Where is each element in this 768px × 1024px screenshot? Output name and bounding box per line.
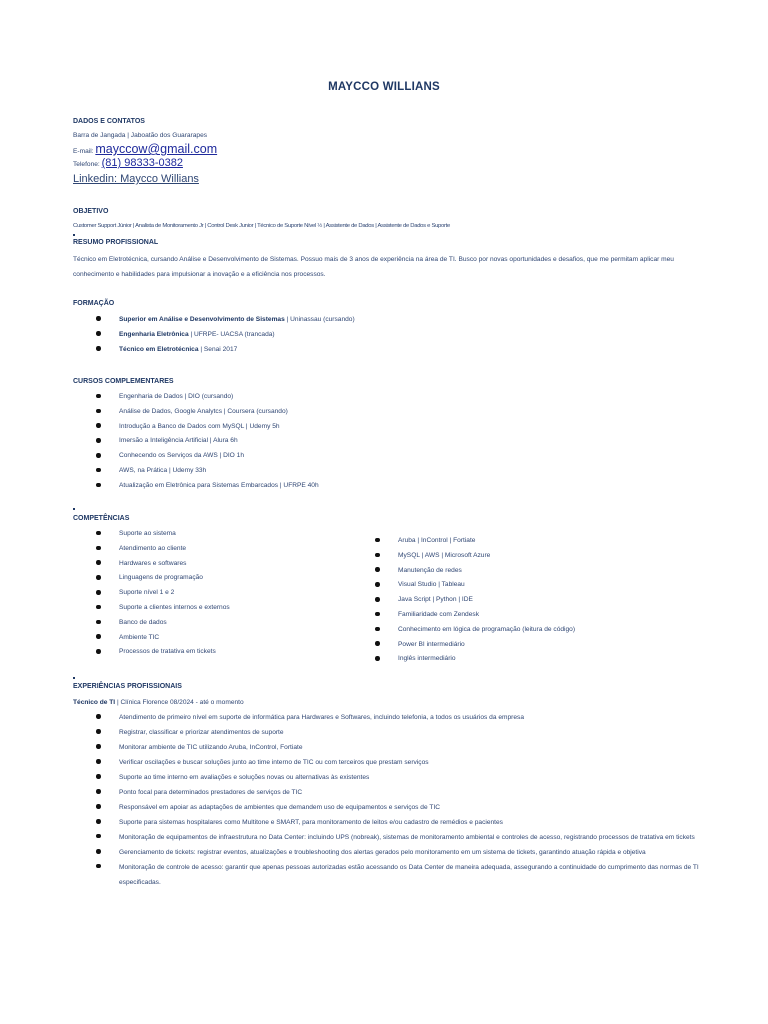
skills-left-list — [96, 527, 230, 660]
skill-item: Inglês intermediário — [375, 652, 575, 667]
skill-item: Processos de tratativa em tickets — [96, 645, 230, 660]
summary-heading: RESUMO PROFISSIONAL — [73, 239, 159, 246]
email-link[interactable]: mayccow@gmail.com — [95, 142, 218, 156]
bullet-icon — [375, 597, 380, 602]
skill-item: Visual Studio | Tableau — [375, 578, 575, 593]
bullet-icon — [96, 819, 101, 824]
bullet-icon — [375, 612, 380, 617]
experience-list — [96, 710, 716, 890]
bullet-icon — [375, 627, 380, 632]
bullet-icon — [375, 582, 380, 587]
course-item: Conhecendo os Serviços da AWS | DIO 1h — [96, 449, 319, 464]
contacts-heading: DADOS E CONTATOS — [73, 118, 145, 125]
skill-item: Linguagens de programação — [96, 571, 230, 586]
bullet-icon — [96, 774, 101, 779]
linkedin-row — [73, 173, 199, 185]
skill-item: Conhecimento em lógica de programação (leitura de código) — [375, 623, 575, 638]
bullet-icon — [96, 744, 101, 749]
course-item: AWS, na Prática | Udemy 33h — [96, 464, 319, 479]
bullet-icon — [96, 331, 101, 336]
bullet-icon — [375, 538, 380, 543]
bullet-icon — [96, 546, 101, 551]
separator-dot — [73, 508, 75, 510]
skill-item: Aruba | InControl | Fortiate — [375, 534, 575, 549]
bullet-icon — [96, 316, 101, 321]
courses-heading: CURSOS COMPLEMENTARES — [73, 378, 174, 385]
skill-item: Ambiente TIC — [96, 631, 230, 646]
bullet-icon — [96, 483, 101, 488]
skill-item: Hardwares e softwares — [96, 557, 230, 572]
experience-item: Monitorar ambiente de TIC utilizando Aruba, InControl, Fortiate — [96, 740, 716, 755]
skill-item: Power BI intermediário — [375, 638, 575, 653]
education-item: Engenharia Eletrônica | UFRPE- UACSA (trancada) — [96, 327, 355, 342]
bullet-icon — [375, 553, 380, 558]
skill-item: MySQL | AWS | Microsoft Azure — [375, 549, 575, 564]
experience-item: Verificar oscilações e buscar soluções junto ao time interno de TIC ou com terceiros que prestam serviços — [96, 755, 716, 770]
email-row — [73, 142, 217, 156]
experience-item: Responsável em apoiar as adaptações de ambientes que demandem uso de equipamentos e serviços de TIC — [96, 800, 716, 815]
courses-list — [96, 390, 319, 494]
bullet-icon — [96, 423, 101, 428]
skill-item: Java Script | Python | IDE — [375, 593, 575, 608]
course-item: Introdução a Banco de Dados com MySQL | Udemy 5h — [96, 420, 319, 435]
bullet-icon — [96, 346, 101, 351]
bullet-icon — [96, 453, 101, 458]
course-item: Análise de Dados, Google Analytcs | Coursera (cursando) — [96, 405, 319, 420]
bullet-icon — [96, 789, 101, 794]
bullet-icon — [96, 575, 101, 580]
experience-item: Atendimento de primeiro nível em suporte de informática para Hardwares e Softwares, incluindo telefonia, a todos os usuários da empresa — [96, 710, 716, 725]
location-text: Barra de Jangada | Jaboatão dos Guararapes — [73, 132, 208, 139]
bullet-icon — [96, 620, 101, 625]
objective-text: Customer Support Júnior | Analista de Monitoramento Jr | Control Desk Junior | Técnico de Suporte Nível ½ | Assistente de Dados | Assistente de Dados e Suporte — [73, 223, 450, 229]
course-item: Engenharia de Dados | DIO (cursando) — [96, 390, 319, 405]
bullet-icon — [96, 468, 101, 473]
bullet-icon — [96, 438, 101, 443]
experience-item: Registrar, classificar e priorizar atendimentos de suporte — [96, 725, 716, 740]
bullet-icon — [96, 649, 101, 654]
linkedin-link[interactable]: Linkedin: Maycco Willians — [73, 173, 199, 185]
objective-heading: OBJETIVO — [73, 208, 109, 215]
education-item: Superior em Análise e Desenvolvimento de Sistemas | Uninassau (cursando) — [96, 312, 355, 327]
skill-item: Familiaridade com Zendesk — [375, 608, 575, 623]
skill-item: Banco de dados — [96, 616, 230, 631]
bullet-icon — [96, 804, 101, 809]
course-item: Atualização em Eletrônica para Sistemas Embarcados | UFRPE 40h — [96, 479, 319, 494]
bullet-icon — [96, 849, 101, 854]
experience-item: Monitoração de equipamentos de infraestrutura no Data Center: incluindo UPS (nobreak), sistemas de monitoramento ambiental e controles de acesso, registrando processos de tratativa em tickets — [96, 830, 716, 845]
summary-text: Técnico em Eletrotécnica, cursando Análise e Desenvolvimento de Sistemas. Possuo mais de 3 anos de experiência na área de TI. Busco por novas oportunidades e desafios, que me permitam aplicar meu conhecimento e habilidades para impulsionar a inovação e a eficiência nos processos. — [73, 256, 674, 278]
course-item: Imersão a Inteligência Artificial | Alura 6h — [96, 434, 319, 449]
bullet-icon — [375, 656, 380, 661]
bullet-icon — [375, 641, 380, 646]
bullet-icon — [96, 634, 101, 639]
bullet-icon — [96, 759, 101, 764]
bullet-icon — [375, 567, 380, 572]
separator-dot — [73, 234, 75, 236]
phone-row — [73, 157, 183, 169]
skill-item: Suporte a clientes internos e externos — [96, 601, 230, 616]
bullet-icon — [96, 729, 101, 734]
phone-label: Telefone: — [73, 161, 100, 168]
experience-heading: EXPERIÊNCIAS PROFISSIONAIS — [73, 683, 182, 690]
skill-item: Suporte ao sistema — [96, 527, 230, 542]
bullet-icon — [96, 714, 101, 719]
skill-item: Atendimento ao cliente — [96, 542, 230, 557]
education-heading: FORMAÇÃO — [73, 300, 115, 307]
separator-dot — [73, 677, 75, 679]
bullet-icon — [96, 590, 101, 595]
experience-item: Suporte ao time interno em avaliações e soluções novas ou alternativas às existentes — [96, 770, 716, 785]
skills-right-list — [375, 534, 575, 667]
experience-role-row — [73, 699, 244, 706]
email-label: E-mail: — [73, 148, 94, 155]
education-list — [96, 312, 355, 357]
bullet-icon — [96, 531, 101, 536]
bullet-icon — [96, 409, 101, 414]
bullet-icon — [96, 560, 101, 565]
experience-role: Técnico de TI — [73, 699, 116, 706]
skill-item: Manutenção de redes — [375, 564, 575, 579]
skills-heading: COMPETÊNCIAS — [73, 515, 130, 522]
bullet-icon — [96, 394, 101, 399]
experience-company: | Clínica Florence 08/2024 - até o momento — [115, 699, 244, 706]
bullet-icon — [96, 864, 101, 869]
bullet-icon — [96, 834, 101, 839]
experience-item: Ponto focal para determinados prestadores de serviços de TIC — [96, 785, 716, 800]
education-item: Técnico em Eletrotécnica | Senai 2017 — [96, 342, 355, 357]
bullet-icon — [96, 605, 101, 610]
phone-link[interactable]: (81) 98333-0382 — [101, 157, 183, 169]
candidate-name: MAYCCO WILLIANS — [328, 81, 440, 93]
experience-item: Monitoração de controle de acesso: garantir que apenas pessoas autorizadas estão acessando os Data Center de maneira adequada, assegurando a continuidade do cumprimento das normas de TI especificadas. — [96, 860, 716, 890]
experience-item: Suporte para sistemas hospitalares como Multitone e SMART, para monitoramento de leitos e/ou cadastro de remédios e pacientes — [96, 815, 716, 830]
skill-item: Suporte nível 1 e 2 — [96, 586, 230, 601]
experience-item: Gerenciamento de tickets: registrar eventos, atualizações e troubleshooting dos alertas gerados pelo monitoramento em um sistema de tickets, garantindo atuação rápida e objetiva — [96, 845, 716, 860]
